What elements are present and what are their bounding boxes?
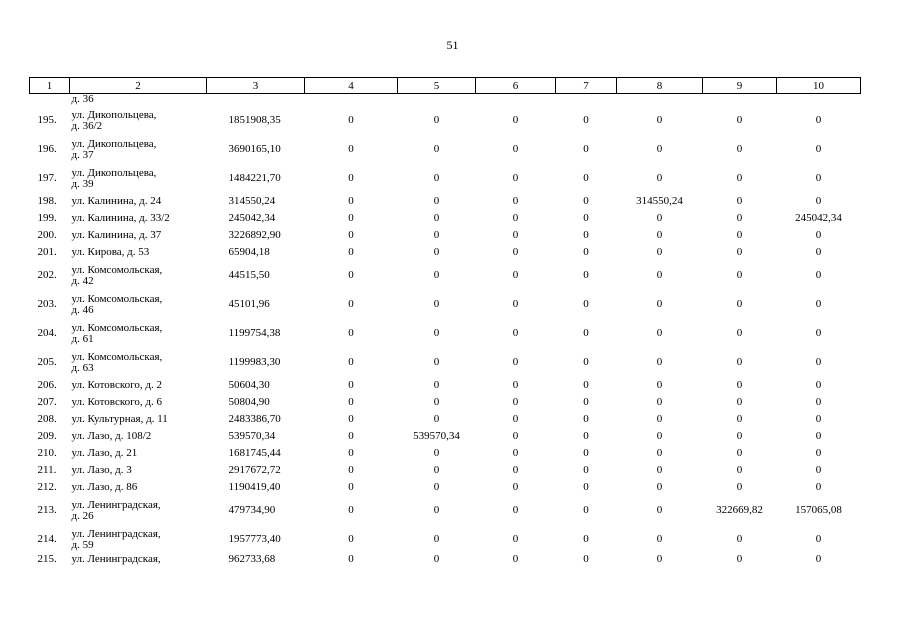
value-cell: 0	[736, 430, 743, 442]
value-cell: 0	[512, 430, 519, 442]
value-cell: 0	[656, 356, 663, 368]
value-cell: 0	[736, 481, 743, 493]
value-cell: 0	[512, 504, 519, 516]
column-header: 2	[70, 78, 207, 94]
address-line: д. 26	[71, 509, 94, 522]
value-cell: 1190419,40	[228, 481, 281, 493]
table-row	[30, 411, 861, 428]
value-cell: 0	[348, 298, 354, 310]
value-cell: 0	[583, 553, 589, 565]
continuation-row	[30, 94, 861, 107]
value-cell: 0	[348, 195, 354, 207]
address-cell	[70, 319, 207, 348]
table-row	[30, 290, 861, 319]
data-table	[29, 77, 861, 574]
address-cell	[70, 428, 207, 445]
table-row	[30, 462, 861, 479]
value-cell: 0	[583, 356, 589, 368]
value-cell: 539570,34	[228, 430, 276, 442]
value-cell: 0	[736, 533, 743, 545]
row-number: 207.	[37, 396, 57, 408]
address-line: ул. Комсомольская,	[71, 321, 163, 334]
value-cell: 322669,82	[716, 504, 763, 516]
value-cell: 0	[815, 172, 822, 184]
value-cell: 0	[736, 298, 743, 310]
table-row	[30, 227, 861, 244]
address-line: ул. Лазо, д. 3	[71, 464, 132, 476]
value-cell: 0	[583, 413, 589, 425]
address-cell	[70, 261, 207, 290]
address-line: ул. Котовского, д. 2	[71, 379, 162, 391]
value-cell: 0	[433, 413, 440, 425]
value-cell: 0	[433, 246, 440, 258]
address-line: ул. Культурная, д. 11	[71, 413, 168, 425]
page-number: 51	[446, 38, 459, 52]
value-cell: 0	[512, 229, 519, 241]
value-cell: 0	[736, 379, 743, 391]
value-cell: 245042,34	[795, 212, 842, 224]
value-cell: 0	[815, 246, 822, 258]
row-number: 201.	[37, 246, 57, 258]
value-cell: 962733,68	[228, 553, 276, 565]
address-cell	[70, 210, 207, 227]
table-row	[30, 445, 861, 462]
value-cell: 1681745,44	[228, 447, 281, 459]
value-cell: 0	[512, 464, 519, 476]
row-number: 205.	[37, 356, 57, 368]
value-cell: 0	[736, 246, 743, 258]
value-cell: 0	[736, 327, 743, 339]
address-cell	[70, 135, 207, 164]
row-number: 211.	[37, 464, 57, 476]
address-cell	[70, 554, 207, 574]
value-cell: 0	[583, 481, 589, 493]
address-cell	[70, 244, 207, 261]
value-cell: 0	[656, 504, 663, 516]
value-cell: 0	[512, 172, 519, 184]
value-cell: 0	[736, 464, 743, 476]
address-cell	[70, 227, 207, 244]
value-cell: 0	[583, 379, 589, 391]
value-cell: 0	[656, 413, 663, 425]
table-row	[30, 210, 861, 227]
value-cell: 0	[433, 447, 440, 459]
table-row	[30, 394, 861, 411]
value-cell: 0	[656, 327, 663, 339]
value-cell: 0	[583, 464, 589, 476]
value-cell: 0	[348, 464, 354, 476]
value-cell: 0	[348, 246, 354, 258]
value-cell: 0	[348, 481, 354, 493]
row-number: 203.	[37, 298, 57, 310]
column-header: 10	[777, 78, 861, 94]
value-cell: 0	[433, 298, 440, 310]
address-line: д. 39	[71, 177, 94, 190]
value-cell: 0	[512, 143, 519, 155]
value-cell: 0	[815, 447, 822, 459]
value-cell: 0	[736, 229, 743, 241]
value-cell: 0	[815, 379, 822, 391]
table-row	[30, 261, 861, 290]
value-cell: 0	[433, 114, 440, 126]
value-cell: 1199754,38	[228, 327, 281, 339]
value-cell: 0	[433, 533, 440, 545]
value-cell: 0	[348, 504, 354, 516]
value-cell: 0	[433, 481, 440, 493]
value-cell: 0	[656, 533, 663, 545]
value-cell: 0	[815, 533, 822, 545]
value-cell: 0	[348, 114, 354, 126]
value-cell: 0	[815, 553, 822, 565]
address-line: ул. Ленинградская,	[71, 527, 161, 540]
value-cell: 2917672,72	[228, 464, 281, 476]
row-number: 209.	[37, 430, 57, 442]
table-body	[30, 94, 861, 575]
value-cell: 0	[348, 356, 354, 368]
value-cell: 50804,90	[228, 396, 270, 408]
value-cell: 0	[656, 447, 663, 459]
column-header: 6	[476, 78, 556, 94]
table-row	[30, 428, 861, 445]
row-number: 196.	[37, 143, 57, 155]
table-row	[30, 193, 861, 210]
value-cell: 0	[656, 396, 663, 408]
row-number: 204.	[37, 327, 57, 339]
value-cell: 0	[815, 481, 822, 493]
row-number: 213.	[37, 504, 57, 516]
value-cell: 0	[656, 172, 663, 184]
address-line: ул. Комсомольская,	[71, 263, 163, 276]
table-row	[30, 319, 861, 348]
value-cell: 0	[348, 172, 354, 184]
address-line: д. 59	[71, 538, 94, 551]
value-cell: 479734,90	[228, 504, 276, 516]
address-cell	[70, 525, 207, 554]
value-cell: 45101,96	[228, 298, 270, 310]
address-line: д. 42	[71, 274, 94, 287]
value-cell: 1957773,40	[228, 533, 281, 545]
value-cell: 1484221,70	[228, 172, 281, 184]
row-number: 202.	[37, 269, 57, 281]
value-cell: 0	[583, 172, 589, 184]
address-cell	[70, 106, 207, 135]
value-cell: 0	[348, 413, 354, 425]
value-cell: 0	[433, 172, 440, 184]
value-cell: 0	[348, 553, 354, 565]
column-header: 1	[30, 78, 70, 94]
row-number: 200.	[37, 229, 57, 241]
address-cell	[70, 377, 207, 394]
value-cell: 0	[656, 379, 663, 391]
address-cell	[70, 348, 207, 377]
value-cell: 0	[433, 195, 440, 207]
address-cell	[70, 193, 207, 210]
column-header: 7	[556, 78, 617, 94]
value-cell: 0	[512, 447, 519, 459]
value-cell: 0	[433, 379, 440, 391]
address-line: ул. Кирова, д. 53	[71, 246, 150, 258]
value-cell: 0	[348, 379, 354, 391]
address-cell	[70, 394, 207, 411]
value-cell: 0	[512, 269, 519, 281]
column-header: 5	[398, 78, 476, 94]
value-cell: 0	[348, 396, 354, 408]
value-cell: 3226892,90	[228, 229, 281, 241]
value-cell: 2483386,70	[228, 413, 281, 425]
value-cell: 0	[433, 396, 440, 408]
value-cell: 0	[736, 396, 743, 408]
value-cell: 0	[348, 212, 354, 224]
value-cell: 0	[656, 481, 663, 493]
address-line: ул. Дикопольцева,	[71, 137, 157, 150]
value-cell: 0	[433, 212, 440, 224]
table-row	[30, 164, 861, 193]
value-cell: 0	[583, 430, 589, 442]
value-cell: 0	[815, 143, 822, 155]
value-cell: 3690165,10	[228, 143, 281, 155]
address-line: ул. Калинина, д. 24	[71, 195, 162, 207]
address-cell	[70, 496, 207, 525]
value-cell: 0	[583, 298, 589, 310]
value-cell: 0	[583, 269, 589, 281]
row-number: 212.	[37, 481, 57, 493]
value-cell: 0	[656, 553, 663, 565]
value-cell: 0	[656, 464, 663, 476]
value-cell: 1199983,30	[228, 356, 281, 368]
address-cell	[70, 164, 207, 193]
table-row	[30, 377, 861, 394]
value-cell: 0	[512, 195, 519, 207]
address-line: д. 63	[71, 361, 94, 374]
value-cell: 65904,18	[228, 246, 270, 258]
address-line: ул. Калинина, д. 33/2	[71, 212, 170, 224]
value-cell: 44515,50	[228, 269, 270, 281]
table-row	[30, 244, 861, 261]
address-line: д. 61	[71, 332, 94, 345]
address-line: д. 36/2	[71, 119, 103, 132]
table-row	[30, 525, 861, 554]
value-cell: 0	[433, 143, 440, 155]
value-cell: 0	[815, 114, 822, 126]
value-cell: 0	[348, 327, 354, 339]
value-cell: 0	[656, 430, 663, 442]
value-cell: 0	[583, 396, 589, 408]
value-cell: 0	[815, 298, 822, 310]
value-cell: 0	[583, 114, 589, 126]
column-header: 3	[207, 78, 305, 94]
value-cell: 0	[736, 447, 743, 459]
column-header: 8	[617, 78, 703, 94]
address-line: ул. Комсомольская,	[71, 292, 163, 305]
address-line: ул. Ленинградская,	[71, 498, 161, 511]
value-cell: 0	[736, 143, 743, 155]
value-cell: 0	[348, 447, 354, 459]
table-row	[30, 106, 861, 135]
value-cell: 0	[348, 533, 354, 545]
value-cell: 50604,30	[228, 379, 270, 391]
value-cell: 0	[583, 246, 589, 258]
header-row	[30, 78, 861, 94]
value-cell: 0	[815, 269, 822, 281]
row-number: 197.	[37, 172, 57, 184]
value-cell: 0	[512, 212, 519, 224]
value-cell: 0	[815, 195, 822, 207]
address-line: д. 46	[71, 303, 94, 316]
row-number: 210.	[37, 447, 57, 459]
value-cell: 0	[583, 212, 589, 224]
value-cell: 0	[583, 504, 589, 516]
value-cell: 0	[656, 269, 663, 281]
address-line: ул. Калинина, д. 37	[71, 229, 162, 241]
address-cell	[70, 290, 207, 319]
table-row	[30, 496, 861, 525]
address-cell: д. 36	[71, 93, 94, 105]
value-cell: 0	[815, 413, 822, 425]
value-cell: 0	[512, 356, 519, 368]
value-cell: 0	[583, 327, 589, 339]
value-cell: 0	[736, 553, 743, 565]
value-cell: 0	[512, 246, 519, 258]
value-cell: 0	[348, 269, 354, 281]
value-cell: 0	[583, 229, 589, 241]
column-header: 4	[305, 78, 398, 94]
value-cell: 0	[433, 269, 440, 281]
value-cell: 0	[433, 229, 440, 241]
address-line: ул. Дикопольцева,	[71, 166, 157, 179]
value-cell: 0	[512, 413, 519, 425]
address-line: ул. Комсомольская,	[71, 350, 163, 363]
address-cell	[70, 445, 207, 462]
value-cell: 0	[815, 356, 822, 368]
value-cell: 0	[656, 246, 663, 258]
value-cell: 0	[348, 143, 354, 155]
value-cell: 0	[348, 430, 354, 442]
table-row	[30, 554, 861, 574]
value-cell: 0	[736, 212, 743, 224]
value-cell: 0	[815, 396, 822, 408]
table-row	[30, 479, 861, 496]
value-cell: 0	[656, 212, 663, 224]
value-cell: 0	[736, 356, 743, 368]
value-cell: 0	[736, 195, 743, 207]
value-cell: 0	[348, 229, 354, 241]
value-cell: 0	[736, 172, 743, 184]
value-cell: 0	[736, 269, 743, 281]
value-cell: 0	[583, 195, 589, 207]
value-cell: 0	[512, 553, 519, 565]
row-number: 206.	[37, 379, 57, 391]
value-cell: 0	[736, 114, 743, 126]
value-cell: 0	[815, 229, 822, 241]
value-cell: 539570,34	[413, 430, 460, 442]
address-line: д. 37	[71, 148, 94, 161]
value-cell: 0	[583, 533, 589, 545]
value-cell: 0	[656, 143, 663, 155]
value-cell: 1851908,35	[228, 114, 281, 126]
value-cell: 0	[512, 396, 519, 408]
address-cell	[70, 462, 207, 479]
value-cell: 0	[656, 298, 663, 310]
address-line: ул. Котовского, д. 6	[71, 396, 162, 408]
value-cell: 0	[736, 413, 743, 425]
address-cell	[70, 479, 207, 496]
value-cell: 0	[815, 327, 822, 339]
address-line: ул. Ленинградская,	[71, 553, 161, 565]
table-row	[30, 348, 861, 377]
value-cell: 0	[512, 481, 519, 493]
value-cell: 157065,08	[795, 504, 842, 516]
value-cell: 0	[433, 504, 440, 516]
row-number: 199.	[37, 212, 57, 224]
value-cell: 0	[815, 430, 822, 442]
value-cell: 0	[512, 114, 519, 126]
row-number: 198.	[37, 195, 57, 207]
value-cell: 0	[512, 379, 519, 391]
address-line: ул. Лазо, д. 108/2	[71, 430, 152, 442]
value-cell: 0	[433, 553, 440, 565]
row-number: 208.	[37, 413, 57, 425]
value-cell: 0	[433, 327, 440, 339]
address-line: ул. Лазо, д. 86	[71, 481, 138, 493]
value-cell: 0	[512, 298, 519, 310]
row-number: 215.	[37, 553, 57, 565]
value-cell: 0	[583, 447, 589, 459]
value-cell: 0	[656, 229, 663, 241]
address-cell	[70, 411, 207, 428]
row-number: 195.	[37, 114, 57, 126]
row-number: 214.	[37, 533, 57, 545]
column-header: 9	[703, 78, 777, 94]
table-row	[30, 135, 861, 164]
value-cell: 0	[512, 533, 519, 545]
value-cell: 314550,24	[228, 195, 276, 207]
value-cell: 0	[433, 464, 440, 476]
value-cell: 314550,24	[636, 195, 683, 207]
value-cell: 0	[512, 327, 519, 339]
value-cell: 0	[656, 114, 663, 126]
address-line: ул. Дикопольцева,	[71, 108, 157, 121]
address-line: ул. Лазо, д. 21	[71, 447, 138, 459]
value-cell: 0	[815, 464, 822, 476]
value-cell: 0	[433, 356, 440, 368]
value-cell: 245042,34	[228, 212, 276, 224]
value-cell: 0	[583, 143, 589, 155]
